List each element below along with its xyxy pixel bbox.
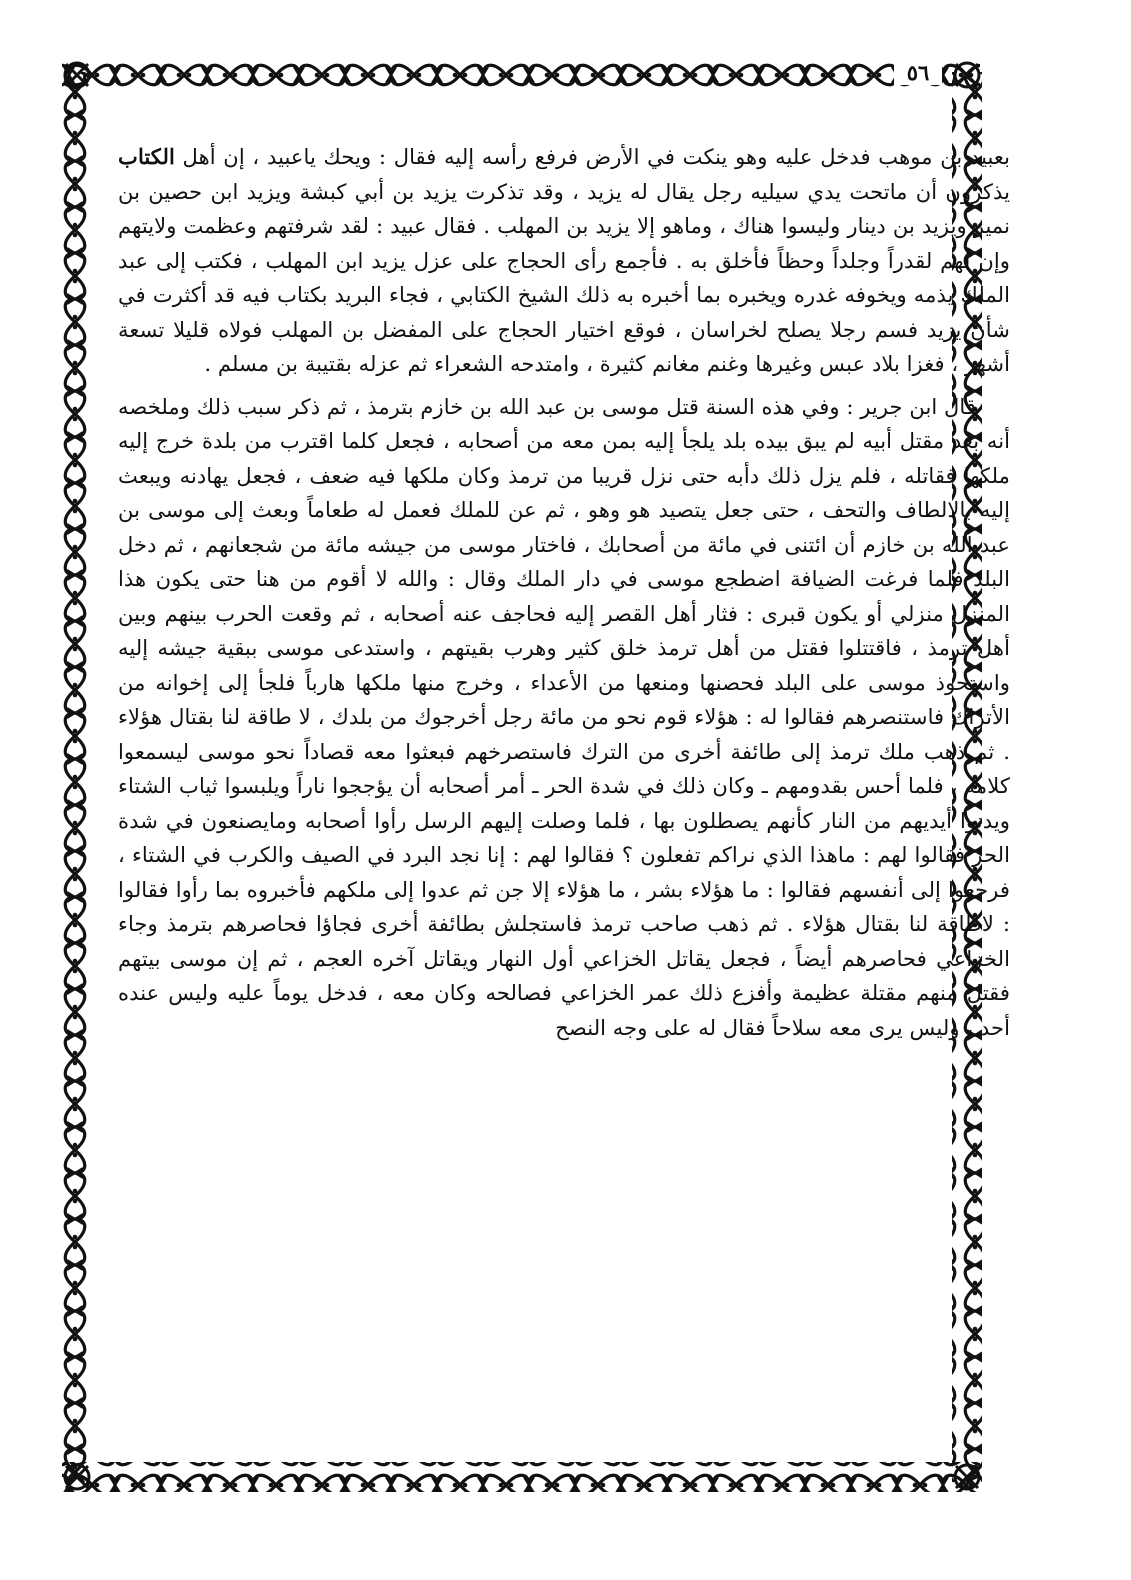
paragraph	[118, 390, 1010, 1046]
bold-term: الكتاب	[118, 144, 175, 169]
text-run: قال ابن جرير : وفي هذه السنة قتل موسى بن عبد الله بن خازم بترمذ ، ثم ذكر سبب ذلك وملخصه أنه بعد مقتل أبيه لم يبق بيده بلد يلجأ إليه بمن معه من أصحابه ، فجعل كلما اقترب من بلدة خرج إليه ملكها فقاتله ، فلم يزل ذلك دأبه حتى نزل قريبا من ترمذ وكان ملكها فيه ضعف ، فجعل يهادنه ويبعث إليه بالالطاف والتحف ، حتى جعل يتصيد هو وهو ، ثم عن للملك فعمل له طعاماً وبعث إلى موسى بن عبد الله بن خازم أن ائتنى في مائة من أصحابك ، فاختار موسى من جيشه مائة من شجعانهم ، ثم دخل البلد فلما فرغت الضيافة اضطجع موسى في دار الملك وقال : والله لا أقوم من هنا حتى يكون هذا المنزل منزلي أو يكون قبرى : فثار أهل القصر إليه فحاجف عنه أصحابه ، ثم وقعت الحرب بينهم وبين أهل ترمذ ، فاقتتلوا فقتل من أهل ترمذ خلق كثير وهرب بقيتهم ، واستدعى موسى ببقية جيشه إليه واستحوذ موسى على البلد فحصنها ومنعها من الأعداء ، وخرج منها ملكها هارباً فلجأ إلى إخوانه من الأتراك فاستنصرهم فقالوا له : هؤلاء قوم نحو من مائة رجل أخرجوك من بلدك ، لا طاقة لنا بقتال هؤلاء . ثم ذهب ملك ترمذ إلى طائفة أخرى من الترك فاستصرخهم فبعثوا معه قصاداً نحو موسى ليسمعوا كلامه ، فلما أحس بقدومهم ـ وكان ذلك في شدة الحر ـ أمر أصحابه أن يؤججوا ناراً ويلبسوا ثياب الشتاء ويدنوا أيديهم من النار كأنهم يصطلون بها ، فلما وصلت إليهم الرسل رأوا أصحابه ومايصنعون في شدة الحر فقالوا لهم : ماهذا الذي نراكم تفعلون ؟ فقالوا لهم : إنا نجد البرد في الصيف والكرب في الشتاء ، فرجعوا إلى أنفسهم فقالوا : ما هؤلاء بشر ، ما هؤلاء إلا جن ثم عدوا إلى ملكهم فأخبروه بما رأوا فقالوا : لاطاقة لنا بقتال هؤلاء . ثم ذهب صاحب ترمذ فاستجلش بطائفة أخرى فجاؤا فحاصرهم بترمذ وجاء الخزاعي فحاصرهم أيضاً ، فجعل يقاتل الخزاعي أول النهار ويقاتل آخره العجم ، ثم إن موسى بيتهم فقتل منهم مقتلة عظيمة وأفزع ذلك عمر الخزاعي فصالحه وكان معه ، فدخل يوماً عليه وليس عنده أحد ، وليس يرى معه سلاحاً فقال له على وجه النصح	[118, 393, 1010, 1040]
paragraph	[118, 140, 1010, 382]
page-number: ٥٦	[894, 60, 942, 85]
text-run: يذكرون أن ماتحت يدي سيليه رجل يقال له يزيد ، وقد تذكرت يزيد بن أبي كبشة ويزيد ابن حصين بن نمير ويزيد بن دينار وليسوا هناك ، وماهو إلا يزيد بن المهلب . فقال عبيد : لقد شرفتهم وعظمت ولايتهم وإن لهم لقدراً وجلداً وحظاً فأخلق به . فأجمع رأى الحجاج على عزل يزيد ابن المهلب ، فكتب إلى عبد الملك يذمه ويخوفه غدره ويخبره بما أخبره به ذلك الشيخ الكتابي ، فجاء البريد بكتاب فيه قد أكثرت في شأن يزيد فسم رجلا يصلح لخراسان ، فوقع اختيار الحجاج على المفضل بن المهلب فولاه قليلا تسعة أشهر ، فغزا بلاد عبس وغيرها وغنم مغانم كثيرة ، وامتدحه الشعراء ثم عزله بقتيبة بن مسلم .	[118, 178, 1010, 376]
body-text	[118, 140, 1010, 1045]
text-run: بعبيد بن موهب فدخل عليه وهو ينكت في الأرض فرفع رأسه إليه فقال : ويحك ياعبيد ، إن أهل	[174, 144, 1010, 169]
